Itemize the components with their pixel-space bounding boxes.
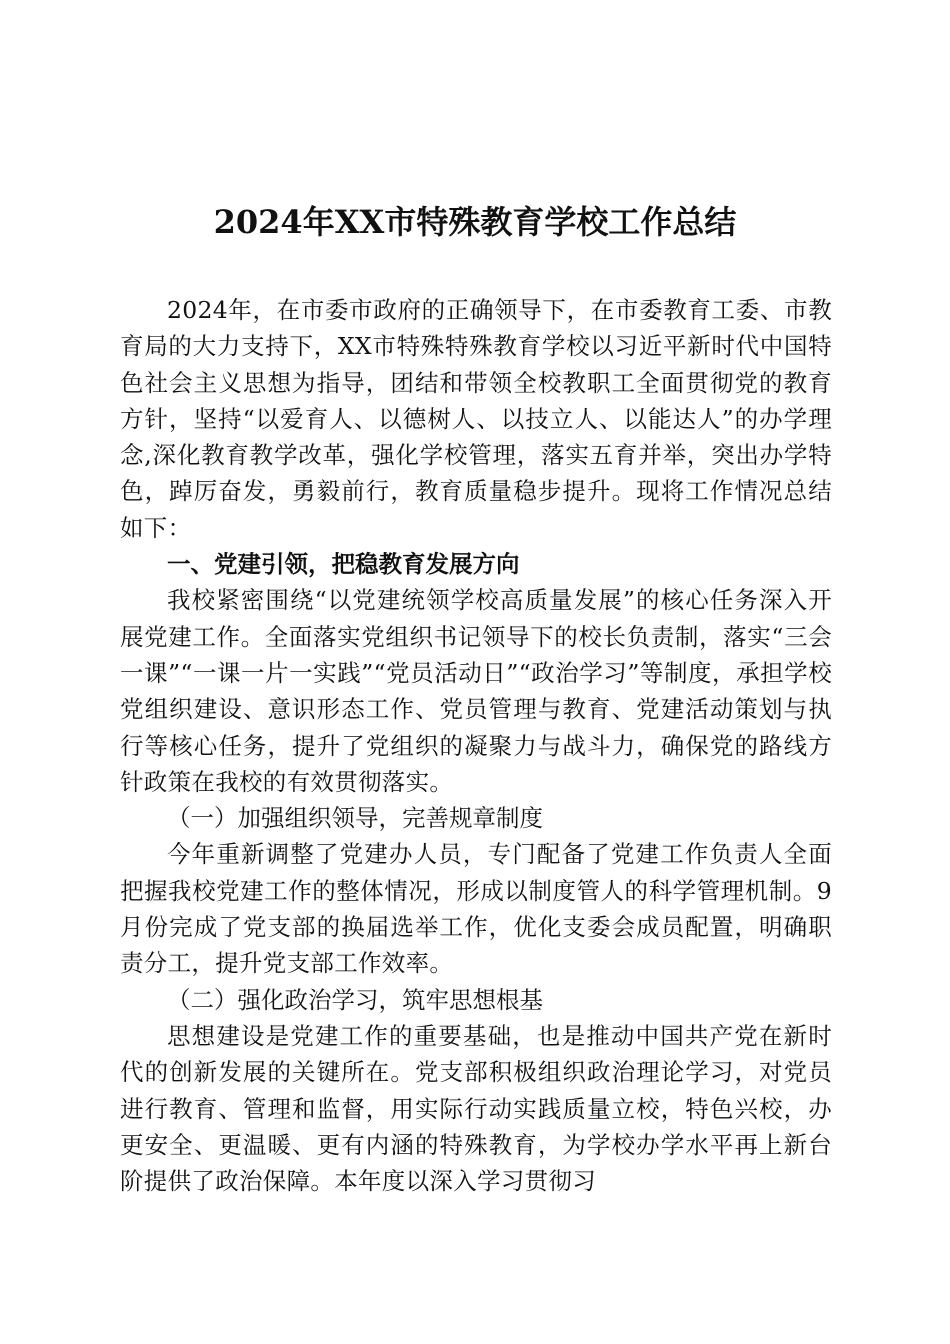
section-heading-1: 一、党建引领，把稳教育发展方向: [167, 550, 520, 579]
intro-paragraph: 2024年，在市委市政府的正确领导下，在市委教育工委、市教育局的大力支持下，XX市特殊特殊教育学校以习近平新时代中国特色社会主义思想为指导，团结和带领全校教职工全面贯彻党的教育方针，坚持“以爱育人、以德树人、以技立人、以能达人”的办学理念,深化教育教学改革，强化学校管理，落实五育并举，突出办学特色，踔厉奋发，勇毅前行，教育质量稳步提升。现将工作情况总结如下：: [120, 296, 832, 542]
document-body: [120, 292, 832, 1199]
subsection-heading-2: （二）强化政治学习，筑牢思想根基: [167, 985, 543, 1014]
subsection-2-paragraph: 思想建设是党建工作的重要基础，也是推动中国共产党在新时代的创新发展的关键所在。党支部积极组织政治理论学习，对党员进行教育、管理和监督，用实际行动实践质量立校，特色兴校，办更安全、更温暖、更有内涵的特殊教育，为学校办学水平再上新台阶提供了政治保障。本年度以深入学习贯彻习: [120, 1021, 832, 1196]
subsection-heading-1: （一）加强组织领导，完善规章制度: [167, 804, 543, 833]
section-1-paragraph: 我校紧密围绕“以党建统领学校高质量发展”的核心任务深入开展党建工作。全面落实党组织书记领导下的校长负责制，落实“三会一课”“一课一片一实践”“党员活动日”“政治学习”等制度，承担学校党组织建设、意识形态工作、党员管理与教育、党建活动策划与执行等核心任务，提升了党组织的凝聚力与战斗力，确保党的路线方针政策在我校的有效贯彻落实。: [120, 586, 832, 796]
document-title: 2024年XX市特殊教育学校工作总结: [213, 203, 737, 241]
subsection-1-paragraph: 今年重新调整了党建办人员，专门配备了党建工作负责人全面把握我校党建工作的整体情况，形成以制度管人的科学管理机制。9月份完成了党支部的换届选举工作，优化支委会成员配置，明确职责分工，提升党支部工作效率。: [120, 840, 832, 978]
